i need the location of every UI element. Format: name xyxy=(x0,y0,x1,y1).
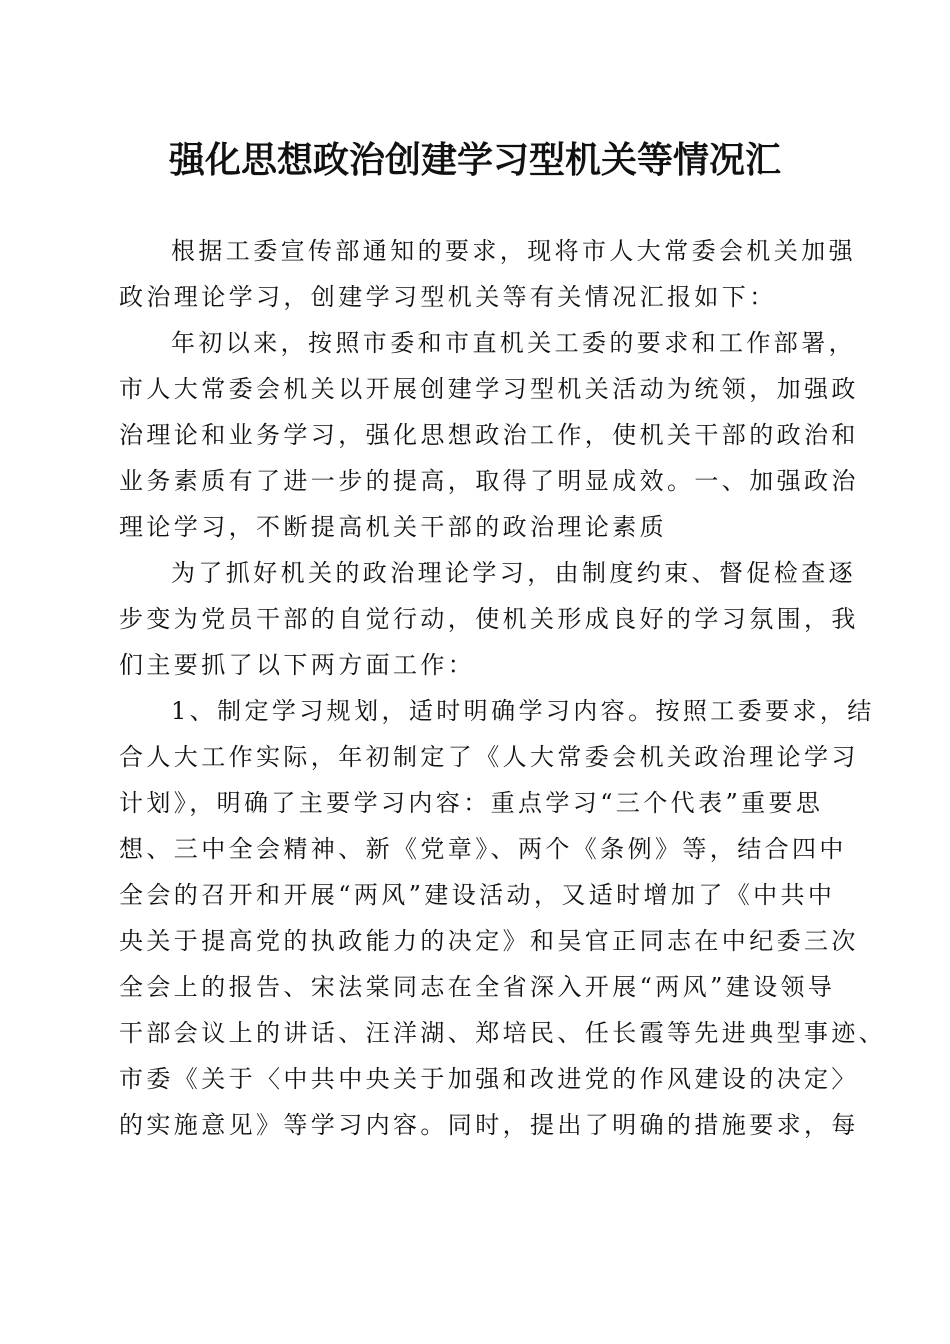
document-body xyxy=(119,228,887,1148)
text-line: 的实施意见》等学习内容。同时，提出了明确的措施要求，每 xyxy=(119,1111,859,1139)
text-line: 步变为党员干部的自觉行动，使机关形成良好的学习氛围，我 xyxy=(119,605,859,633)
text-line: 理论学习，不断提高机关干部的政治理论素质 xyxy=(119,513,667,541)
text-line: 年初以来，按照市委和市直机关工委的要求和工作部署， xyxy=(171,329,856,357)
text-line: 市委《关于〈中共中央关于加强和改进党的作风建设的决定〉 xyxy=(119,1065,859,1093)
document-title: 强化思想政治创建学习型机关等情况汇 xyxy=(168,139,781,181)
text-line: 全会上的报告、宋法棠同志在全省深入开展“两风”建设领导 xyxy=(119,973,836,1001)
text-line: 干部会议上的讲话、汪洋湖、郑培民、任长霞等先进典型事迹、 xyxy=(119,1019,887,1047)
text-line: 央关于提高党的执政能力的决定》和吴官正同志在中纪委三次 xyxy=(119,927,859,955)
text-line: 治理论和业务学习，强化思想政治工作，使机关干部的政治和 xyxy=(119,421,859,449)
text-line: 想、三中全会精神、新《党章》、两个《条例》等，结合四中 xyxy=(119,835,847,863)
text-line: 们主要抓了以下两方面工作： xyxy=(119,651,476,679)
text-line: 市人大常委会机关以开展创建学习型机关活动为统领，加强政 xyxy=(119,375,859,403)
text-line: 政治理论学习，创建学习型机关等有关情况汇报如下： xyxy=(119,283,777,311)
text-line: 全会的召开和开展“两风”建设活动，又适时增加了《中共中 xyxy=(119,881,836,909)
text-line: 1、制定学习规划，适时明确学习内容。按照工委要求，结 xyxy=(171,697,875,725)
text-line: 合人大工作实际，年初制定了《人大常委会机关政治理论学习 xyxy=(119,743,859,771)
text-line: 计划》，明确了主要学习内容：重点学习“三个代表”重要思 xyxy=(119,789,824,817)
text-line: 为了抓好机关的政治理论学习，由制度约束、督促检查逐 xyxy=(171,559,856,587)
text-line: 业务素质有了进一步的提高，取得了明显成效。一、加强政治 xyxy=(119,467,859,495)
text-line: 根据工委宣传部通知的要求，现将市人大常委会机关加强 xyxy=(171,237,856,265)
